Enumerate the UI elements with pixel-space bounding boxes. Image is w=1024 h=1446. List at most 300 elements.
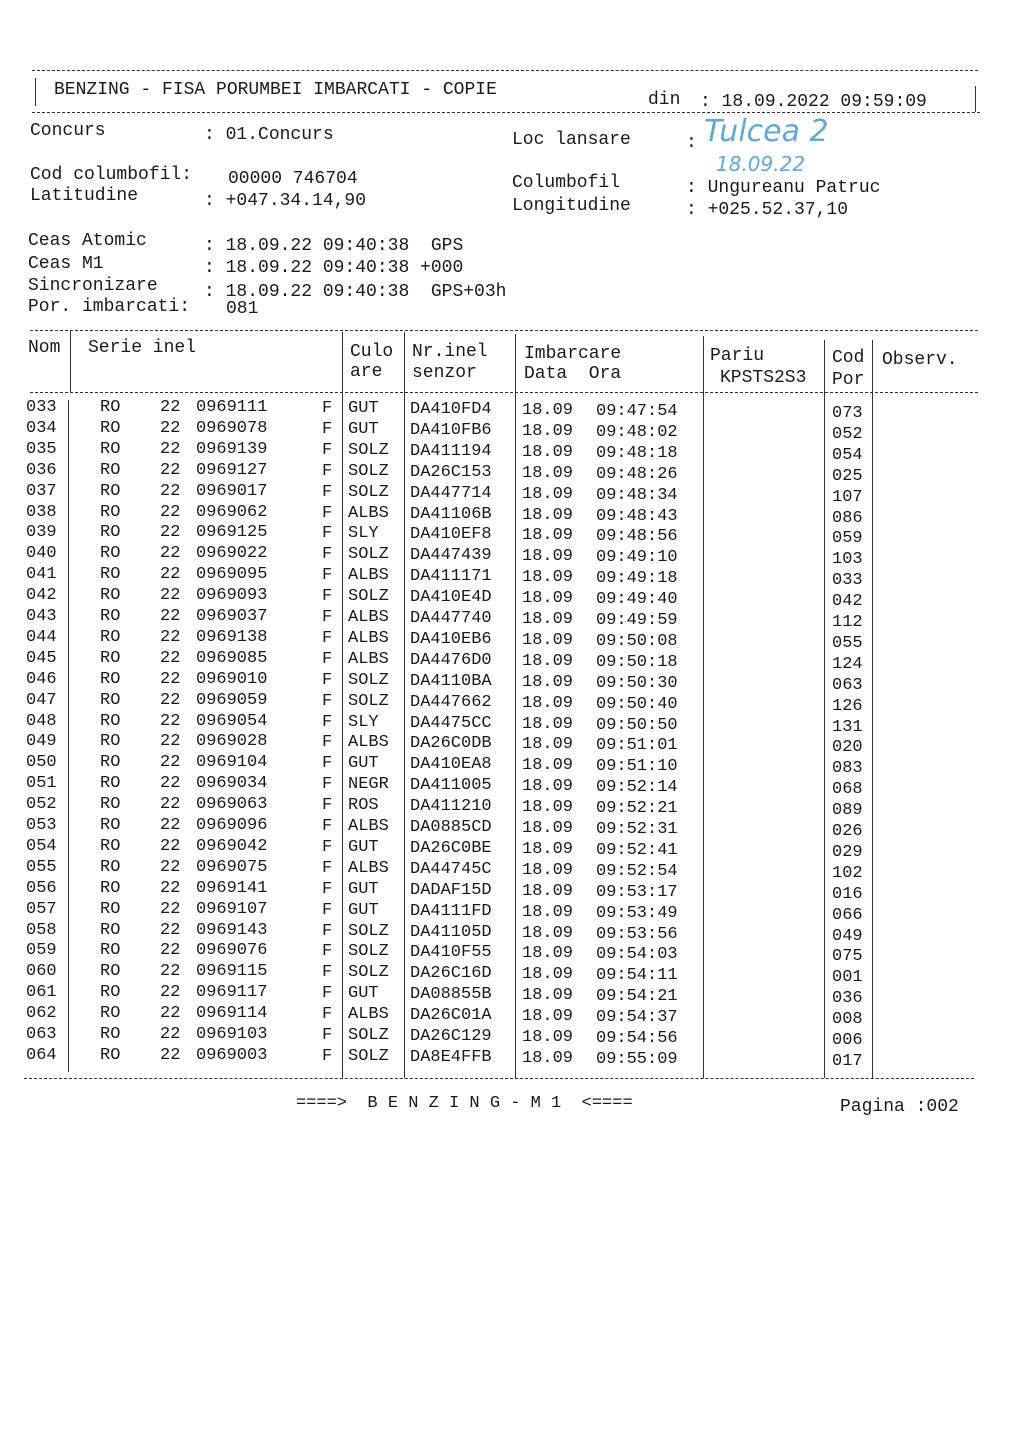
por-imbarcati-value: 081 — [226, 299, 259, 319]
cell-culoare: SOLZ — [348, 440, 389, 460]
cell-inel: 0969117 — [196, 983, 268, 1003]
ceas-atomic-value: : 18.09.22 09:40:38 GPS — [204, 236, 464, 256]
cell-data: 18.09 — [522, 1028, 574, 1047]
cell-ora: 09:50:08 — [596, 631, 678, 651]
cell-senzor: DA8E4FFB — [410, 1047, 492, 1067]
cell-data: 18.09 — [522, 401, 574, 420]
cell-nom: 044 — [26, 627, 57, 647]
cell-inel: 0969076 — [196, 941, 268, 961]
cell-sex: F — [322, 796, 333, 816]
cell-inel: 0969037 — [196, 607, 268, 626]
cell-nom: 051 — [26, 774, 57, 794]
cell-an: 22 — [160, 502, 181, 522]
cell-an: 22 — [160, 627, 181, 647]
cell-data: 18.09 — [522, 735, 574, 755]
th-imbarcare-2: Data Ora — [524, 364, 622, 384]
cell-senzor: DA4476D0 — [410, 650, 492, 670]
cell-sex: F — [322, 1005, 333, 1025]
cell-ora: 09:48:18 — [596, 443, 678, 463]
cell-cod: 126 — [832, 696, 863, 716]
cell-nom: 063 — [26, 1025, 57, 1044]
cell-an: 22 — [160, 544, 181, 564]
cell-tara: RO — [100, 627, 121, 647]
cell-culoare: SOLZ — [348, 942, 389, 962]
cell-nom: 050 — [26, 753, 57, 773]
footer-brand: ====> B E N Z I N G - M 1 <==== — [296, 1094, 633, 1113]
cell-data: 18.09 — [522, 965, 574, 985]
sincronizare-label: Sincronizare — [28, 276, 158, 296]
cell-nom: 033 — [26, 398, 57, 417]
cell-cod: 059 — [832, 529, 863, 549]
cell-tara: RO — [100, 1045, 121, 1065]
cell-an: 22 — [160, 1004, 181, 1024]
cell-nom: 054 — [26, 836, 57, 856]
th-imbarcare-1: Imbarcare — [524, 344, 622, 364]
col-sep-nom — [70, 330, 71, 392]
cod-columbofil-value: 00000 746704 — [228, 169, 358, 189]
cell-data: 18.09 — [522, 1007, 574, 1027]
cell-nom: 034 — [26, 418, 57, 438]
cell-nom: 037 — [26, 481, 57, 501]
cell-an: 22 — [160, 607, 181, 626]
cell-senzor: DA44745C — [410, 859, 492, 879]
cell-senzor: DA26C153 — [410, 462, 492, 482]
cell-tara: RO — [100, 795, 121, 815]
cell-inel: 0969059 — [196, 690, 268, 710]
cell-tara: RO — [100, 836, 121, 856]
cell-tara: RO — [100, 711, 121, 731]
cell-senzor: DA447662 — [410, 692, 492, 712]
cell-inel: 0969062 — [196, 502, 268, 522]
cell-sex: F — [322, 524, 333, 544]
latitudine-value-text: +047.34.14,90 — [225, 191, 367, 211]
cell-ora: 09:48:56 — [596, 527, 678, 547]
cell-ora: 09:54:11 — [596, 966, 678, 986]
cell-ora: 09:50:18 — [596, 652, 678, 672]
cell-an: 22 — [160, 753, 181, 773]
th-pariu-1: Pariu — [710, 346, 765, 366]
cell-tara: RO — [100, 607, 121, 626]
cell-senzor: DA26C16D — [410, 964, 492, 984]
cell-an: 22 — [160, 565, 181, 585]
cell-cod: 063 — [832, 675, 863, 695]
handwritten-location: Tulcea 2 — [704, 114, 829, 149]
ceas-atomic-value-text: 18.09.22 09:40:38 GPS — [225, 236, 464, 256]
cell-tara: RO — [100, 460, 121, 480]
cell-ora: 09:48:26 — [596, 464, 678, 484]
cell-sex: F — [322, 628, 333, 648]
cell-nom: 049 — [26, 732, 57, 752]
cell-senzor: DA410F55 — [410, 943, 492, 963]
cell-inel: 0969138 — [196, 627, 268, 647]
cell-senzor: DA08855B — [410, 985, 492, 1005]
cell-culoare: SOLZ — [348, 1026, 389, 1045]
cell-inel: 0969093 — [196, 586, 268, 606]
cell-an: 22 — [160, 774, 181, 794]
cell-culoare: ALBS — [348, 858, 389, 878]
cell-sex: F — [322, 879, 333, 899]
cell-culoare: ALBS — [348, 566, 389, 586]
cell-tara: RO — [100, 648, 121, 668]
cell-an: 22 — [160, 857, 181, 877]
cell-sex: F — [322, 419, 333, 439]
cell-tara: RO — [100, 941, 121, 961]
cell-an: 22 — [160, 1025, 181, 1044]
cell-cod: 017 — [832, 1051, 863, 1071]
cell-tara: RO — [100, 481, 121, 501]
cell-tara: RO — [100, 1025, 121, 1044]
cell-data: 18.09 — [522, 923, 574, 943]
cell-culoare: SOLZ — [348, 1046, 389, 1066]
cell-data: 18.09 — [522, 651, 574, 671]
cell-ora: 09:55:09 — [596, 1049, 678, 1069]
cell-data: 18.09 — [522, 798, 574, 818]
cell-nom: 058 — [26, 920, 57, 940]
cell-senzor: DA4475CC — [410, 713, 492, 733]
cell-ora: 09:53:17 — [596, 882, 678, 902]
cell-sex: F — [322, 649, 333, 669]
cell-cod: 001 — [832, 968, 863, 988]
cell-ora: 09:53:56 — [596, 924, 678, 944]
longitudine-value-text: +025.52.37,10 — [707, 200, 849, 220]
cell-ora: 09:47:54 — [596, 402, 678, 421]
cell-an: 22 — [160, 816, 181, 835]
cell-culoare: NEGR — [348, 775, 389, 795]
cell-an: 22 — [160, 920, 181, 940]
cell-an: 22 — [160, 962, 181, 982]
cell-nom: 060 — [26, 962, 57, 982]
cell-sex: F — [322, 399, 333, 418]
cell-data: 18.09 — [522, 756, 574, 776]
concurs-value-text: 01.Concurs — [225, 125, 334, 145]
cell-ora: 09:50:40 — [596, 694, 678, 714]
cell-cod: 112 — [832, 613, 863, 632]
cell-data: 18.09 — [522, 860, 574, 880]
cell-sex: F — [322, 921, 333, 941]
cell-inel: 0969010 — [196, 669, 268, 689]
cell-tara: RO — [100, 544, 121, 564]
th-observatii: Observ. — [882, 350, 958, 370]
col-sep-culoare — [404, 332, 405, 1078]
cell-cod: 006 — [832, 1031, 863, 1050]
cell-inel: 0969075 — [196, 857, 268, 877]
cell-senzor: DA26C01A — [410, 1006, 492, 1026]
cell-sex: F — [322, 461, 333, 481]
cell-culoare: SLY — [348, 524, 379, 544]
cell-an: 22 — [160, 983, 181, 1003]
th-nom: Nom — [28, 338, 61, 358]
cell-culoare: SOLZ — [348, 461, 389, 481]
cell-sex: F — [322, 984, 333, 1004]
cell-culoare: SOLZ — [348, 545, 389, 565]
cell-sex: F — [322, 900, 333, 920]
cell-tara: RO — [100, 586, 121, 606]
cell-nom: 042 — [26, 586, 57, 606]
cell-tara: RO — [100, 983, 121, 1003]
cell-tara: RO — [100, 899, 121, 919]
cell-ora: 09:52:41 — [596, 840, 678, 860]
cell-tara: RO — [100, 878, 121, 898]
sincronizare-value: : 18.09.22 09:40:38 GPS+03h — [204, 282, 507, 302]
cell-tara: RO — [100, 690, 121, 710]
cell-inel: 0969107 — [196, 899, 268, 919]
cell-senzor: DA447439 — [410, 546, 492, 566]
cell-sex: F — [322, 440, 333, 460]
cell-data: 18.09 — [522, 777, 574, 797]
cell-cod: 020 — [832, 738, 863, 758]
cell-an: 22 — [160, 836, 181, 856]
cell-cod: 026 — [832, 822, 863, 841]
cell-nom: 035 — [26, 439, 57, 459]
cell-ora: 09:50:30 — [596, 673, 678, 693]
col-sep-serie — [342, 332, 343, 1078]
cell-senzor: DA410EB6 — [410, 629, 492, 649]
cell-senzor: DA410FD4 — [410, 400, 492, 419]
cell-tara: RO — [100, 774, 121, 794]
cell-culoare: SOLZ — [348, 587, 389, 607]
cell-data: 18.09 — [522, 881, 574, 901]
cell-senzor: DA410E4D — [410, 588, 492, 608]
table-header-rule — [30, 392, 978, 393]
cell-inel: 0969054 — [196, 711, 268, 731]
latitudine-label: Latitudine — [30, 186, 139, 206]
col-sep-senzor — [515, 334, 516, 1078]
ceas-m1-label: Ceas M1 — [28, 254, 104, 274]
cell-an: 22 — [160, 669, 181, 689]
cell-cod: 068 — [832, 780, 863, 800]
cell-an: 22 — [160, 941, 181, 961]
th-culoare-1: Culo — [350, 342, 394, 362]
sincronizare-value-text: 18.09.22 09:40:38 GPS+03h — [225, 282, 507, 302]
cell-inel: 0969042 — [196, 836, 268, 856]
cell-inel: 0969141 — [196, 878, 268, 898]
ceas-m1-value: : 18.09.22 09:40:38 +000 — [204, 258, 464, 278]
cell-culoare: SOLZ — [348, 670, 389, 690]
cell-cod: 103 — [832, 550, 863, 570]
cell-inel: 0969063 — [196, 795, 268, 815]
cell-senzor: DA26C0BE — [410, 838, 492, 858]
cell-data: 18.09 — [522, 421, 574, 441]
cell-data: 18.09 — [522, 442, 574, 462]
cell-data: 18.09 — [522, 505, 574, 525]
cell-data: 18.09 — [522, 902, 574, 922]
cell-culoare: SOLZ — [348, 921, 389, 941]
cell-sex: F — [322, 608, 333, 627]
cell-ora: 09:54:21 — [596, 987, 678, 1007]
cell-senzor: DA410FB6 — [410, 420, 492, 440]
cell-data: 18.09 — [522, 484, 574, 504]
th-serie-inel: Serie inel — [88, 338, 197, 358]
cell-nom: 040 — [26, 544, 57, 564]
cell-sex: F — [322, 545, 333, 565]
cell-cod: 124 — [832, 654, 863, 674]
header-bottom-rule — [32, 112, 980, 113]
cell-senzor: DA410EA8 — [410, 755, 492, 775]
cell-nom: 057 — [26, 899, 57, 919]
cell-an: 22 — [160, 460, 181, 480]
cell-ora: 09:53:49 — [596, 903, 678, 923]
cell-sex: F — [322, 691, 333, 711]
cell-tara: RO — [100, 732, 121, 752]
cell-data: 18.09 — [522, 672, 574, 692]
col-sep-pariu — [824, 340, 825, 1078]
cell-inel: 0969143 — [196, 920, 268, 940]
cell-culoare: ALBS — [348, 817, 389, 836]
cell-cod: 052 — [832, 424, 863, 444]
cell-nom: 047 — [26, 690, 57, 710]
cell-culoare: GUT — [348, 879, 379, 899]
cell-cod: 102 — [832, 863, 863, 883]
cell-data: 18.09 — [522, 693, 574, 713]
cell-inel: 0969003 — [196, 1045, 268, 1065]
cell-sex: F — [322, 482, 333, 502]
cell-inel: 0969017 — [196, 481, 268, 501]
cell-ora: 09:51:10 — [596, 757, 678, 777]
cell-ora: 09:54:37 — [596, 1008, 678, 1028]
longitudine-label: Longitudine — [512, 196, 631, 216]
cell-cod: 066 — [832, 905, 863, 925]
latitudine-value: : +047.34.14,90 — [204, 191, 367, 211]
cell-tara: RO — [100, 753, 121, 773]
columbofil-value: : Ungureanu Patruc — [686, 178, 881, 198]
cell-senzor: DA0885CD — [410, 818, 492, 837]
cell-sex: F — [322, 817, 333, 836]
cell-inel: 0969096 — [196, 816, 268, 835]
cell-cod: 033 — [832, 571, 863, 591]
cell-senzor: DA4111FD — [410, 901, 492, 921]
cell-culoare: GUT — [348, 837, 379, 857]
loc-lansare-label: Loc lansare — [512, 130, 631, 150]
cell-sex: F — [322, 670, 333, 690]
cell-sex: F — [322, 503, 333, 523]
cell-sex: F — [322, 566, 333, 586]
cell-an: 22 — [160, 899, 181, 919]
cell-senzor: DA41105D — [410, 922, 492, 942]
date-value: : 18.09.2022 09:59:09 — [700, 92, 927, 112]
cell-senzor: DA447714 — [410, 483, 492, 503]
cell-culoare: GUT — [348, 754, 379, 774]
cell-nom: 052 — [26, 795, 57, 815]
cell-data: 18.09 — [522, 463, 574, 483]
cell-nom: 036 — [26, 460, 57, 480]
cell-culoare: ALBS — [348, 608, 389, 627]
longitudine-value: : +025.52.37,10 — [686, 200, 849, 220]
cell-senzor: DA26C0DB — [410, 734, 492, 754]
header-top-rule — [32, 70, 978, 71]
cell-culoare: SLY — [348, 712, 379, 732]
cell-sex: F — [322, 858, 333, 878]
cell-nom: 046 — [26, 669, 57, 689]
cell-nom: 043 — [26, 607, 57, 626]
cell-data: 18.09 — [522, 839, 574, 859]
th-nr-inel-2: senzor — [412, 363, 477, 383]
col-sep-nom-body — [68, 400, 69, 1072]
cell-nom: 062 — [26, 1004, 57, 1024]
cell-nom: 039 — [26, 523, 57, 543]
cell-sex: F — [322, 942, 333, 962]
cell-an: 22 — [160, 481, 181, 501]
cell-tara: RO — [100, 418, 121, 438]
cell-culoare: GUT — [348, 900, 379, 920]
cell-ora: 09:54:03 — [596, 945, 678, 965]
cell-ora: 09:51:01 — [596, 736, 678, 756]
cell-ora: 09:52:31 — [596, 820, 678, 839]
cell-cod: 073 — [832, 404, 863, 423]
cell-nom: 061 — [26, 983, 57, 1003]
cell-an: 22 — [160, 732, 181, 752]
cell-senzor: DA411194 — [410, 441, 492, 461]
cell-cod: 086 — [832, 508, 863, 528]
cell-culoare: GUT — [348, 419, 379, 439]
cell-tara: RO — [100, 502, 121, 522]
cell-an: 22 — [160, 418, 181, 438]
cell-data: 18.09 — [522, 714, 574, 734]
cell-cod: 089 — [832, 801, 863, 821]
cell-cod: 036 — [832, 989, 863, 1009]
cell-inel: 0969127 — [196, 460, 268, 480]
cell-data: 18.09 — [522, 986, 574, 1006]
cell-ora: 09:52:54 — [596, 861, 678, 881]
cell-culoare: GUT — [348, 399, 379, 418]
cell-data: 18.09 — [522, 819, 574, 838]
cell-sex: F — [322, 963, 333, 983]
cell-sex: F — [322, 775, 333, 795]
cell-nom: 038 — [26, 502, 57, 522]
cell-an: 22 — [160, 398, 181, 417]
cell-an: 22 — [160, 439, 181, 459]
cell-nom: 064 — [26, 1045, 57, 1065]
cell-nom: 041 — [26, 565, 57, 585]
cell-nom: 045 — [26, 648, 57, 668]
cell-senzor: DA411005 — [410, 776, 492, 796]
cell-tara: RO — [100, 1004, 121, 1024]
cell-inel: 0969034 — [196, 774, 268, 794]
cell-tara: RO — [100, 398, 121, 417]
cell-cod: 075 — [832, 947, 863, 967]
cell-ora: 09:48:34 — [596, 485, 678, 505]
cell-an: 22 — [160, 795, 181, 815]
cell-culoare: SOLZ — [348, 482, 389, 502]
cell-senzor: DA26C129 — [410, 1027, 492, 1046]
cell-inel: 0969139 — [196, 439, 268, 459]
cell-cod: 029 — [832, 842, 863, 862]
cell-culoare: GUT — [348, 984, 379, 1004]
cell-inel: 0969104 — [196, 753, 268, 773]
por-imbarcati-label: Por. imbarcati: — [28, 297, 191, 317]
table-bottom-rule — [24, 1078, 974, 1079]
document-title: BENZING - FISA PORUMBEI IMBARCATI - COPIE — [54, 80, 497, 100]
cell-ora: 09:54:56 — [596, 1029, 678, 1048]
cell-senzor: DADAF15D — [410, 880, 492, 900]
handwritten-date: 18.09.22 — [716, 152, 806, 176]
cell-data: 18.09 — [522, 568, 574, 588]
cell-tara: RO — [100, 523, 121, 543]
cell-inel: 0969028 — [196, 732, 268, 752]
cell-an: 22 — [160, 586, 181, 606]
cell-senzor: DA411171 — [410, 567, 492, 587]
cell-senzor: DA410EF8 — [410, 525, 492, 545]
concurs-value: : 01.Concurs — [204, 125, 334, 145]
cell-nom: 053 — [26, 816, 57, 835]
loc-lansare-colon: : — [686, 133, 697, 153]
cell-cod: 042 — [832, 592, 863, 612]
cell-inel: 0969022 — [196, 544, 268, 564]
cell-tara: RO — [100, 857, 121, 877]
cell-tara: RO — [100, 962, 121, 982]
cell-data: 18.09 — [522, 610, 574, 629]
th-cod-1: Cod — [832, 348, 865, 368]
th-pariu-2: KPSTS2S3 — [720, 368, 807, 388]
